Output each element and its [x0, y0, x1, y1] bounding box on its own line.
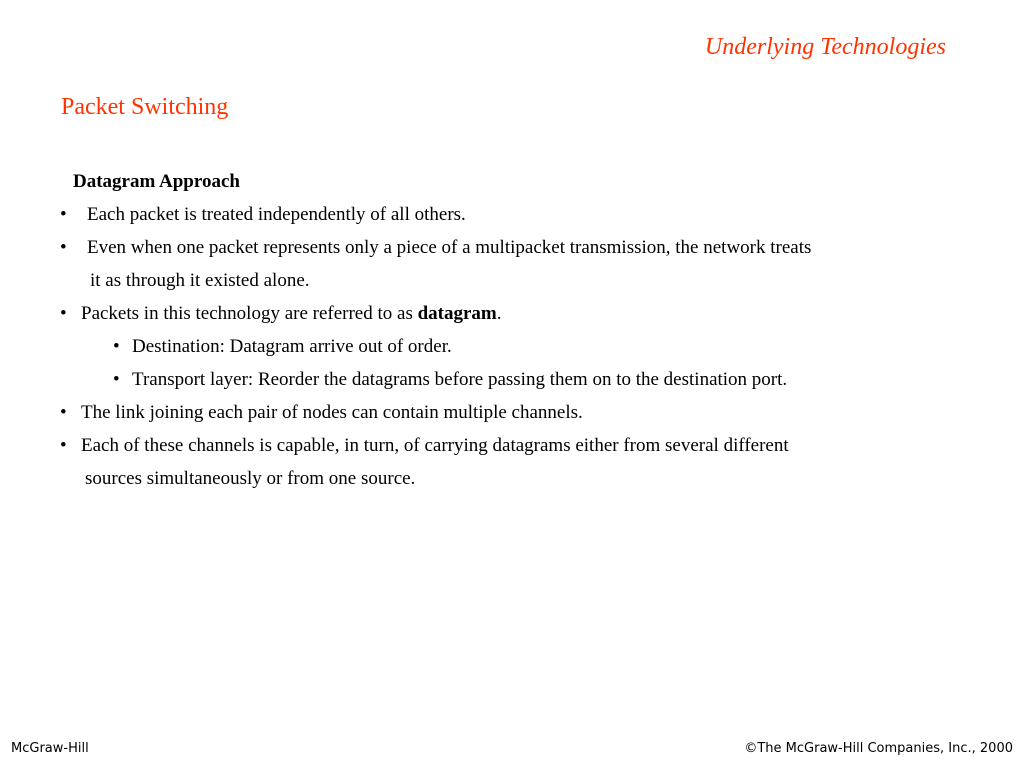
sub-bullet-item — [60, 363, 980, 396]
bullet-item — [60, 429, 980, 462]
slide-header-title: Underlying Technologies — [704, 34, 946, 60]
section-title: Packet Switching — [61, 94, 229, 120]
bullet-continuation-text: sources simultaneously or from one source. — [85, 468, 416, 489]
bullet-text: Even when one packet represents only a piece of a multipacket transmission, the network treats — [87, 237, 812, 258]
subheading: Datagram Approach — [73, 171, 240, 192]
bullet-marker: • — [60, 435, 67, 456]
bullet-item — [60, 231, 980, 264]
bullet-text — [81, 297, 502, 330]
slide-content — [60, 165, 980, 495]
bullet-marker: • — [60, 237, 67, 258]
datagram-term: datagram — [417, 303, 497, 324]
bullet-item — [60, 297, 980, 330]
bullet-item — [60, 396, 980, 429]
bullet-marker: • — [60, 402, 67, 423]
bullet-text: Destination: Datagram arrive out of order. — [132, 336, 452, 357]
sub-bullet-item — [60, 330, 980, 363]
bullet-text-before: Packets in this technology are referred to as — [81, 303, 418, 324]
bullet-text: Each packet is treated independently of all others. — [87, 204, 466, 225]
bullet-continuation-text: it as through it existed alone. — [90, 270, 310, 291]
bullet-continuation — [60, 264, 980, 297]
bullet-text: Transport layer: Reorder the datagrams before passing them on to the destination port. — [132, 369, 788, 390]
bullet-marker: • — [113, 369, 120, 390]
bullet-marker: • — [113, 336, 120, 357]
bullet-text-after: . — [496, 303, 502, 324]
footer-publisher: McGraw-Hill — [11, 741, 89, 756]
bullet-text: Each of these channels is capable, in turn, of carrying datagrams either from several different — [81, 435, 789, 456]
bullet-marker: • — [60, 303, 67, 324]
footer-copyright: ©The McGraw-Hill Companies, Inc., 2000 — [744, 741, 1013, 756]
bullet-continuation — [60, 462, 980, 495]
bullet-item — [60, 198, 980, 231]
bullet-marker: • — [60, 204, 67, 225]
bullet-text: The link joining each pair of nodes can contain multiple channels. — [81, 402, 583, 423]
